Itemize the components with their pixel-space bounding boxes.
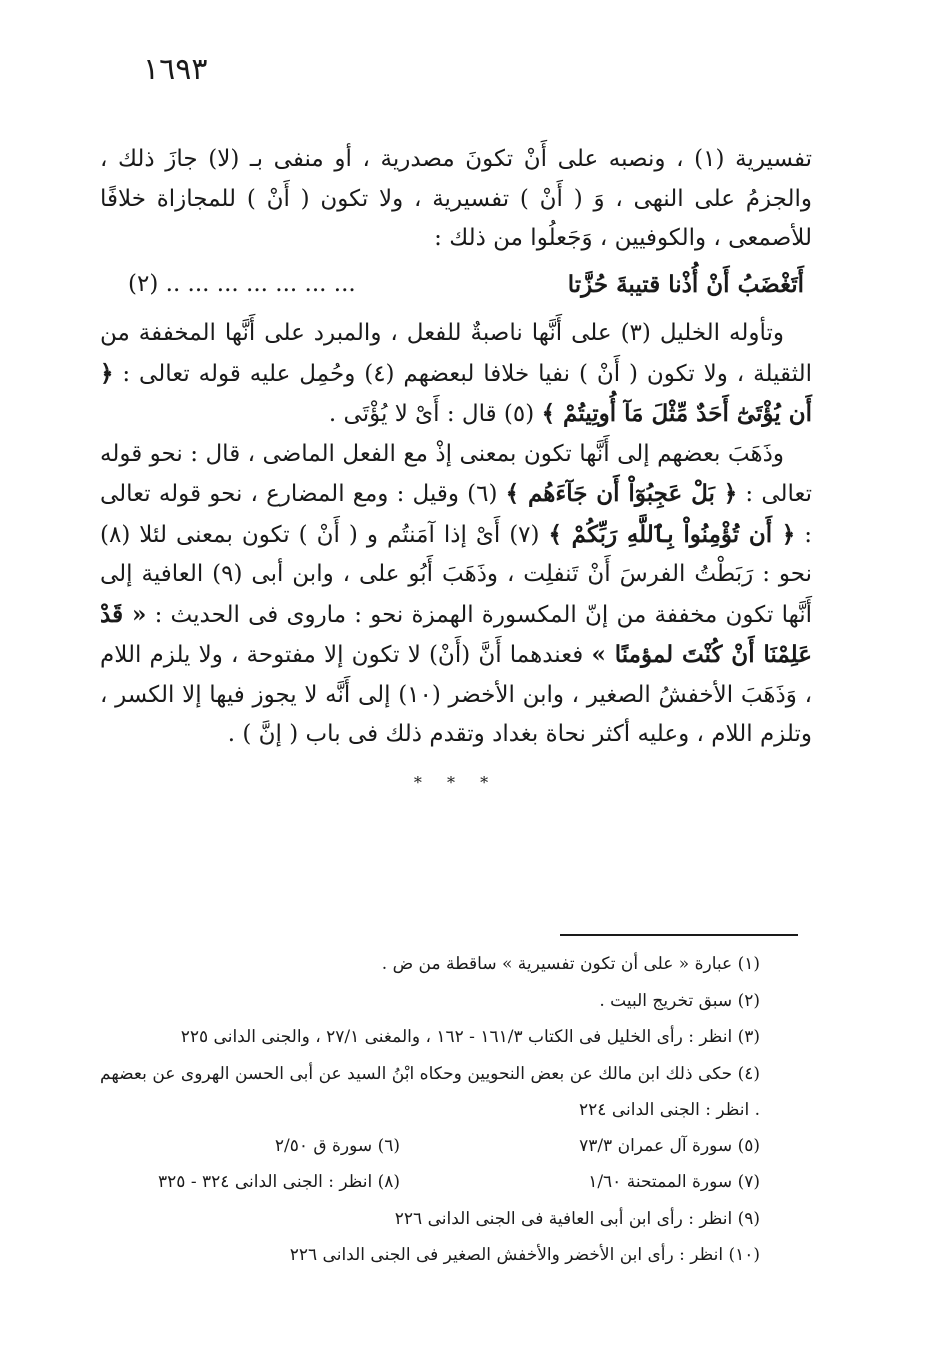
footnote-divider — [560, 934, 798, 936]
footnote-10: (١٠) انظر : رأى ابن الأخضر والأخفش الصغير فى الجنى الدانى ٢٢٦ — [289, 1245, 760, 1265]
section-separator-stars: * * * — [413, 772, 499, 792]
verse-hemistich: أَتَغْضَبُ أَنْ أُذْنا قتيبةَ حُزَّتا — [567, 270, 804, 298]
paragraph-2-text: وتأوله الخليل (٣) على أَنَّها ناصبةٌ للفعل ، والمبرد على أَنَّها المخففة من الثقيلة ، ولا تكون ( أَنْ ) نفيا خلافا لبعضهم (٤) وحُمِل عليه قوله تعالى : — [100, 320, 812, 387]
paragraph-2-end: (٥) قال : أَىْ لا يُؤْتَى . — [328, 401, 535, 427]
footnote-8: (٨) انظر : الجنى الدانى ٣٢٤ - ٣٢٥ — [158, 1172, 400, 1192]
hadith-quote: « قَدْ عَلِمْنَا أَنْ كُنْتَ لمؤمنًا » — [100, 600, 813, 668]
poetry-verse — [100, 265, 812, 305]
footnote-2: (٢) سبق تخريج البيت . — [599, 990, 760, 1011]
main-text — [100, 140, 812, 802]
footnote-6: (٦) سورة ق ٢/٥٠ — [274, 1135, 400, 1156]
paragraph-3 — [100, 435, 812, 755]
footnote-5: (٥) سورة آل عمران ٧٣/٣ — [579, 1135, 760, 1156]
footnote-9: (٩) انظر : رأى ابن أبى العافية فى الجنى الدانى ٢٢٦ — [394, 1208, 760, 1229]
footnote-row-5-6 — [100, 1128, 800, 1165]
footnote-3: (٣) انظر : رأى الخليل فى الكتاب ١٦١/٣ - ١٦٢ ، والمغنى ٢٧/١ ، والجنى الدانى ٢٢٥ — [180, 1027, 760, 1047]
paragraph-3-text-a: وذَهَبَ بعضهم إلى أَنَّها تكون بمعنى إذْ مع الفعل الماضى ، قال : نحو قوله تعالى : — [100, 440, 813, 507]
footnote-7: (٧) سورة الممتحنة ١/٦٠ — [588, 1172, 760, 1192]
paragraph-3-text-c: (٧) أَىْ إذا آمَنتُم و ( أَنْ ) تكون بمعنى لئلا (٨) نحو : رَبَطْتُ الفرسَ أَنْ تَنفلِت ، وذَهَبَ أَبُو على ، وابن أبى (٩) العافية إلى أَنَّها تكون مخففة من إنّ المكسورة الهمزة نحو : ماروى فى الحديث : — [100, 521, 813, 628]
verse-missing-hemistich: (٢) .. ... ... ... ... ... ... — [128, 270, 356, 297]
quran-quote-1: ﴿ أَن يُؤْتَىٰٓ أَحَدٌ مِّثْلَ مَآ أُوتِيتُمْ ﴾ — [100, 359, 812, 427]
paragraph-2 — [100, 314, 812, 435]
quran-quote-3: ﴿ أَن تُؤْمِنُواْ بِٱللَّهِ رَبِّكُمْ ﴾ — [548, 520, 796, 548]
footnote-4: (٤) حكى ذلك ابن مالك عن بعض النحويين وحكاه ابْنُ السيد عن أبى الحسن الهروى عن بعضهم . انظر : الجنى الدانى ٢٢٤ — [100, 1063, 760, 1120]
paragraph-3-text-b: (٦) وقيل : ومع المضارع ، نحو قوله تعالى : — [100, 481, 813, 548]
footnote-1: (١) عبارة « على أن تكون تفسيرية » ساقطة من ض . — [381, 954, 760, 974]
page-number: ١٦٩٣ — [143, 52, 208, 87]
footnote-row-7-8 — [100, 1164, 800, 1201]
quran-quote-2: ﴿ بَلْ عَجِبُوٓاْ أَن جَآءَهُم ﴾ — [505, 480, 738, 507]
paragraph-1: تفسيرية (١) ، ونصبه على أَنْ تكونَ مصدرية ، أو منفى بـ (لا) جازَ ذلك ، والجزمُ على النهى ، وَ ( أَنْ ) تفسيرية ، ولا تكون ( أَنْ ) للمجازاة خلافًا للأصمعى ، والكوفيين ، وَجَعلُوا من ذلك : — [100, 146, 813, 251]
footnotes — [100, 946, 800, 1274]
paragraph-3-text-d: فعندهما أَنَّ (أَنْ) لا تكون إلا مفتوحة ، ولا يلزم اللام ، وَذَهَبَ الأخفشُ الصغير ، وابن الأخضر (١٠) إلى أَنَّه لا يجوز فيها إلا الكسر ، وتلزم اللام ، وعليه أكثر نحاة بغداد وتقدم ذلك فى باب ( إنَّ ) . — [100, 642, 812, 747]
